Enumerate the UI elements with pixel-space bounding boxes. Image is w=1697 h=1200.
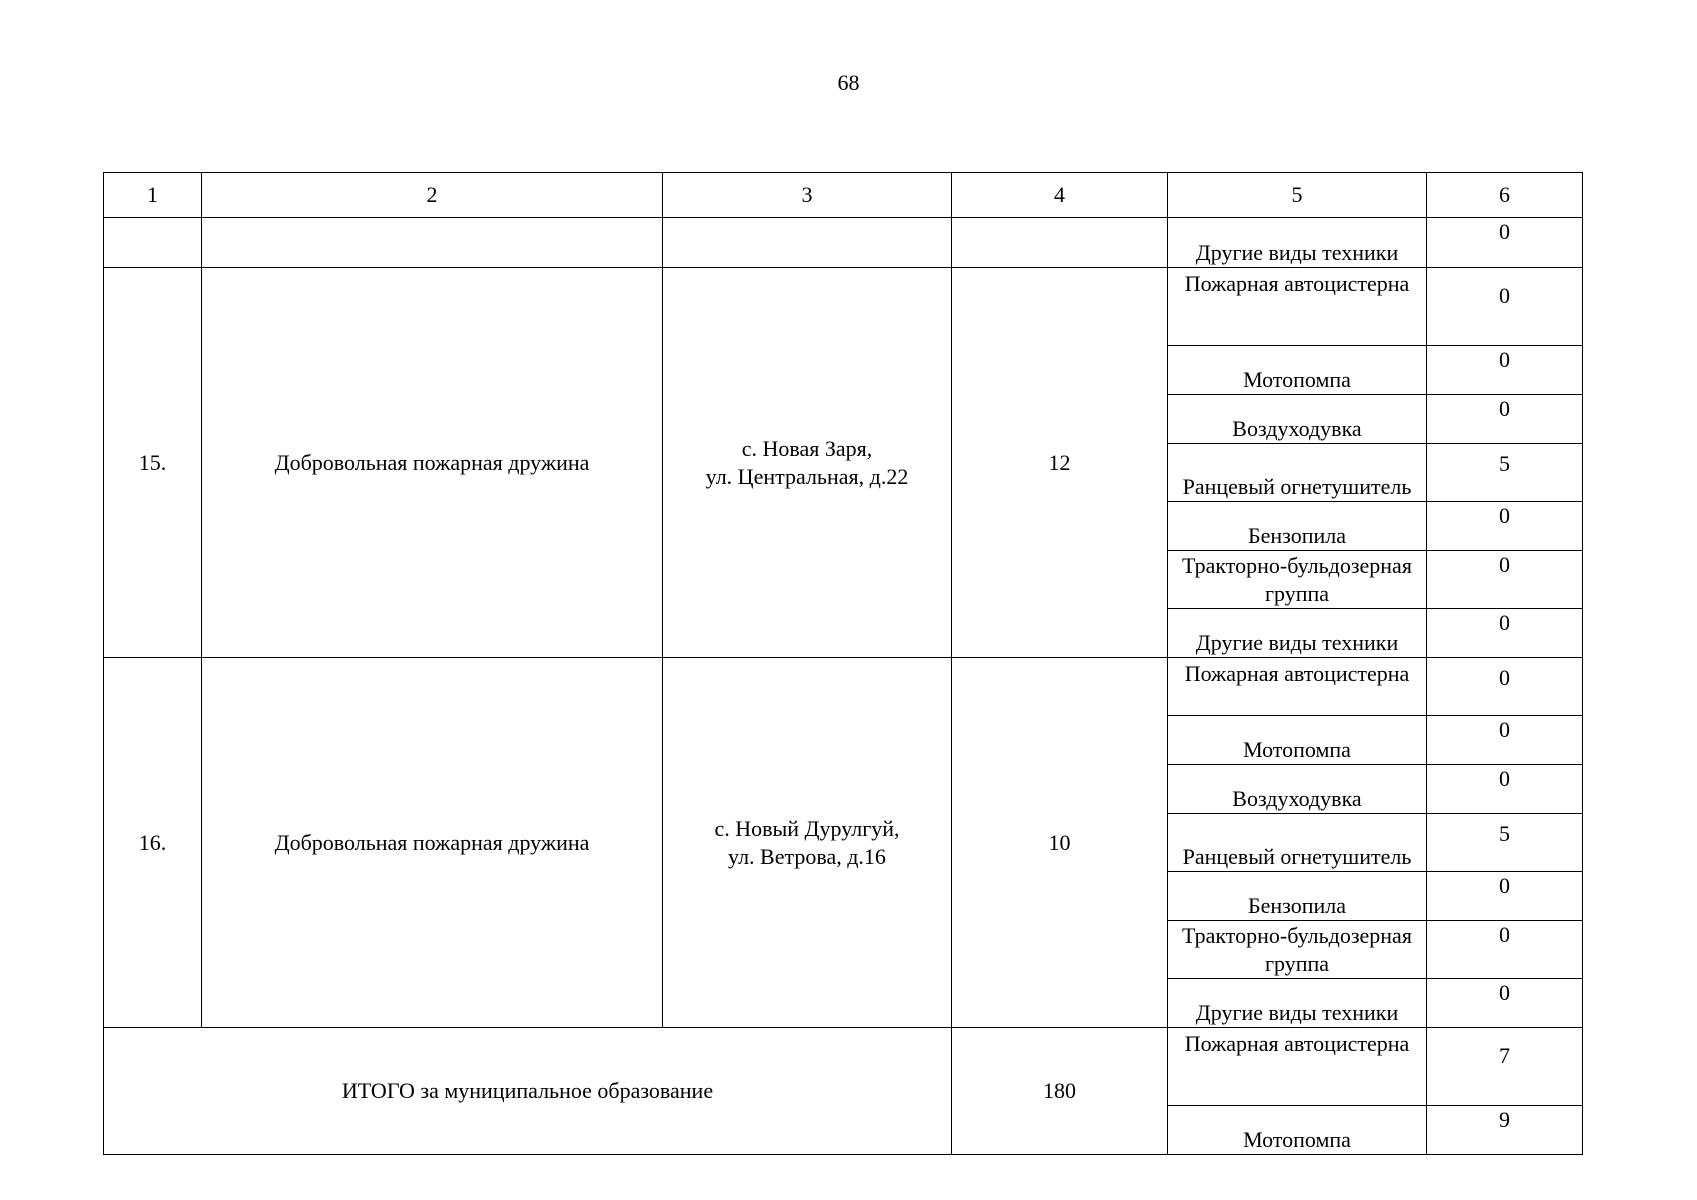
empty-cell [104, 218, 202, 268]
equipment-name: Тракторно-бульдозерная группа [1168, 921, 1427, 979]
unit-name: Добровольная пожарная дружина [202, 658, 663, 1028]
equipment-count: 0 [1427, 765, 1583, 814]
header-cell-5: 5 [1168, 173, 1427, 218]
header-cell-4: 4 [952, 173, 1168, 218]
equipment-name: Бензопила [1168, 872, 1427, 921]
empty-cell [663, 218, 952, 268]
equipment-name: Мотопомпа [1168, 716, 1427, 765]
unit-staff: 10 [952, 658, 1168, 1028]
equipment-count: 0 [1427, 609, 1583, 658]
equipment-count: 0 [1427, 502, 1583, 551]
equipment-name: Ранцевый огнетушитель [1168, 444, 1427, 502]
equipment-table [103, 172, 1583, 1155]
empty-cell [202, 218, 663, 268]
address-line-2: ул. Ветрова, д.16 [728, 843, 886, 869]
header-cell-6: 6 [1427, 173, 1583, 218]
equipment-name: Пожарная автоцистерна [1168, 268, 1427, 346]
equipment-count: 7 [1427, 1028, 1583, 1106]
unit-number: 15. [104, 268, 202, 658]
equipment-count: 9 [1427, 1106, 1583, 1155]
continuation-row [104, 218, 1583, 268]
total-row [104, 1028, 1583, 1106]
page-number: 68 [837, 70, 860, 95]
equipment-count: 0 [1427, 872, 1583, 921]
equipment-name: Тракторно-бульдозерная группа [1168, 551, 1427, 609]
equipment-name: Воздуходувка [1168, 395, 1427, 444]
equipment-name: Другие виды техники [1168, 218, 1427, 268]
header-row [104, 173, 1583, 218]
equipment-name: Другие виды техники [1168, 979, 1427, 1028]
address-line-1: с. Новый Дурулгуй, [714, 815, 900, 841]
equipment-name: Другие виды техники [1168, 609, 1427, 658]
header-cell-1: 1 [104, 173, 202, 218]
total-staff: 180 [952, 1028, 1168, 1155]
table-row [104, 268, 1583, 346]
equipment-name: Воздуходувка [1168, 765, 1427, 814]
unit-address [663, 658, 952, 1028]
equipment-name: Пожарная автоцистерна [1168, 658, 1427, 716]
equipment-name: Пожарная автоцистерна [1168, 1028, 1427, 1106]
unit-number: 16. [104, 658, 202, 1028]
unit-name: Добровольная пожарная дружина [202, 268, 663, 658]
equipment-count: 0 [1427, 921, 1583, 979]
equipment-name: Мотопомпа [1168, 1106, 1427, 1155]
equipment-count: 5 [1427, 814, 1583, 872]
table-row [104, 658, 1583, 716]
equipment-name: Ранцевый огнетушитель [1168, 814, 1427, 872]
equipment-count: 5 [1427, 444, 1583, 502]
empty-cell [952, 218, 1168, 268]
equipment-count: 0 [1427, 268, 1583, 346]
equipment-count: 0 [1427, 551, 1583, 609]
equipment-count: 0 [1427, 346, 1583, 395]
equipment-name: Мотопомпа [1168, 346, 1427, 395]
header-cell-3: 3 [663, 173, 952, 218]
unit-staff: 12 [952, 268, 1168, 658]
equipment-count: 0 [1427, 658, 1583, 716]
equipment-count: 0 [1427, 979, 1583, 1028]
header-cell-2: 2 [202, 173, 663, 218]
total-label: ИТОГО за муниципальное образование [104, 1028, 952, 1155]
unit-address [663, 268, 952, 658]
equipment-count: 0 [1427, 218, 1583, 268]
equipment-count: 0 [1427, 716, 1583, 765]
equipment-count: 0 [1427, 395, 1583, 444]
address-line-1: с. Новая Заря, [741, 435, 873, 461]
address-line-2: ул. Центральная, д.22 [705, 463, 909, 489]
equipment-name: Бензопила [1168, 502, 1427, 551]
